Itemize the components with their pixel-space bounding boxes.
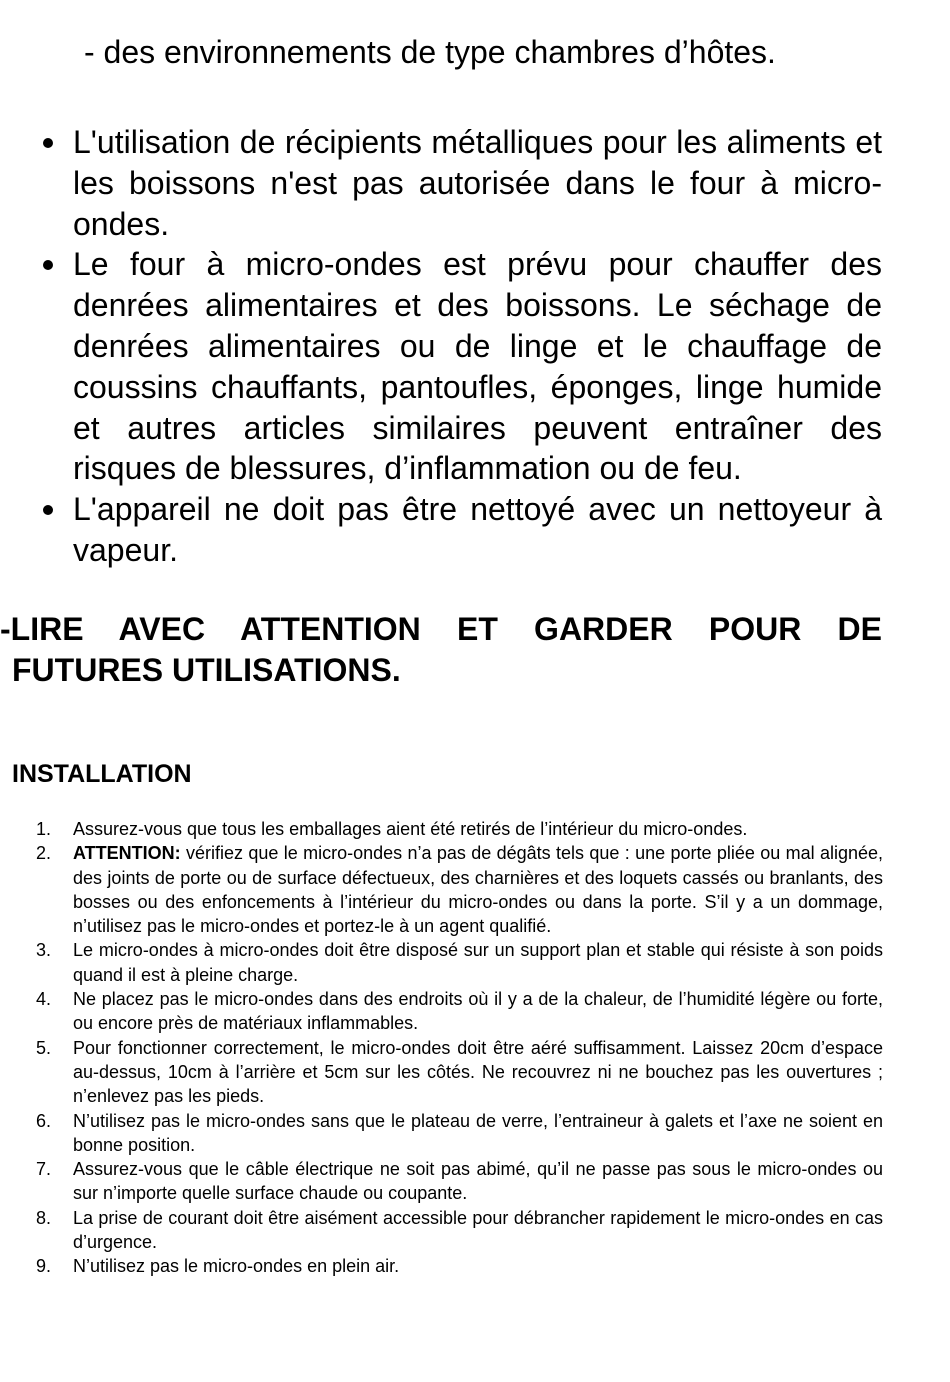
step-number: 8. — [36, 1207, 52, 1228]
warning-line-2: FUTURES UTILISATIONS. — [12, 652, 401, 688]
step-number: 7. — [36, 1159, 52, 1180]
keep-instructions-warning — [0, 609, 882, 691]
step-number: 4. — [36, 989, 52, 1010]
bullet-item — [40, 122, 882, 244]
warning-line-1: -LIRE AVEC ATTENTION ET GARDER POUR DE — [0, 611, 882, 647]
step-number: 3. — [36, 940, 52, 961]
step-number: 6. — [36, 1110, 52, 1131]
installation-step — [0, 1157, 883, 1206]
step-text: Assurez-vous que le câble électrique ne soit pas abimé, qu’il ne passe pas sous le micro-ondes ou sur n’importe quelle surface chaude ou coupante. — [73, 1159, 883, 1204]
bullet-text: Le four à micro-ondes est prévu pour chauffer des denrées alimentaires et des boissons. Le séchage de denrées alimentaires ou de linge et le chauffage de coussins chauffants, pantoufles, éponges, linge humide et autres articles similaires peuvent entraîner des risques de blessures, d’inflammation ou de feu. — [73, 246, 882, 487]
bullet-dot-icon — [43, 138, 53, 148]
step-text: N’utilisez pas le micro-ondes sans que le plateau de verre, l’entraineur à galets et l’axe ne soient en bonne position. — [73, 1110, 883, 1155]
bullet-text: L'utilisation de récipients métalliques pour les aliments et les boissons n'est pas autorisée dans le four à micro-ondes. — [73, 124, 882, 242]
step-text: Assurez-vous que tous les emballages aient été retirés de l’intérieur du micro-ondes. — [73, 819, 748, 839]
step-text: Le micro-ondes à micro-ondes doit être disposé sur un support plan et stable qui résiste à son poids quand il est à pleine charge. — [73, 940, 883, 985]
bullet-item — [40, 244, 882, 489]
installation-step — [0, 1254, 883, 1278]
installation-step — [0, 841, 883, 938]
installation-step — [0, 1206, 883, 1255]
installation-step — [0, 817, 883, 841]
installation-steps-list — [0, 817, 883, 1279]
step-text: N’utilisez pas le micro-ondes en plein air. — [73, 1256, 400, 1277]
step-text: Ne placez pas le micro-ondes dans des endroits où il y a de la chaleur, de l’humidité légère ou forte, ou encore près de matériaux inflammables. — [73, 989, 883, 1034]
bullet-dot-icon — [43, 260, 53, 270]
bullet-item — [40, 489, 882, 571]
step-number: 9. — [36, 1256, 52, 1277]
installation-step — [0, 1036, 883, 1109]
step-number: 5. — [36, 1037, 52, 1058]
installation-step — [0, 1109, 883, 1158]
installation-step — [0, 987, 883, 1036]
installation-heading: INSTALLATION — [12, 760, 192, 788]
intro-line: - des environnements de type chambres d’hôtes. — [84, 34, 776, 70]
step-number: 2. — [36, 843, 52, 864]
step-text: vérifiez que le micro-ondes n’a pas de dégâts tels que : une porte pliée ou mal alignée, des joints de porte ou de surface défectueux, des charnières et des loquets cassés ou branlants, des bosses ou des enfoncements à l’intérieur du micro-ondes ou dans la porte. S’il y a un dommage, n’utilisez pas le micro-ondes et portez-le à un agent qualifié. — [73, 843, 883, 937]
safety-bullet-list — [40, 122, 882, 571]
step-text: Pour fonctionner correctement, le micro-ondes doit être aéré suffisamment. Laissez 20cm d’espace au-dessus, 10cm à l’arrière et 5cm sur les côtés. Ne recouvrez ni ne bouchez pas les ouvertures ; n’enlevez pas les pieds. — [73, 1037, 883, 1107]
step-text: La prise de courant doit être aisément accessible pour débrancher rapidement le micro-ondes en cas d’urgence. — [73, 1207, 883, 1253]
installation-step — [0, 938, 883, 987]
bullet-text: L'appareil ne doit pas être nettoyé avec un nettoyeur à vapeur. — [73, 491, 882, 568]
bullet-dot-icon — [43, 505, 53, 515]
step-lead-label: ATTENTION: — [73, 843, 181, 864]
step-number: 1. — [36, 819, 52, 839]
